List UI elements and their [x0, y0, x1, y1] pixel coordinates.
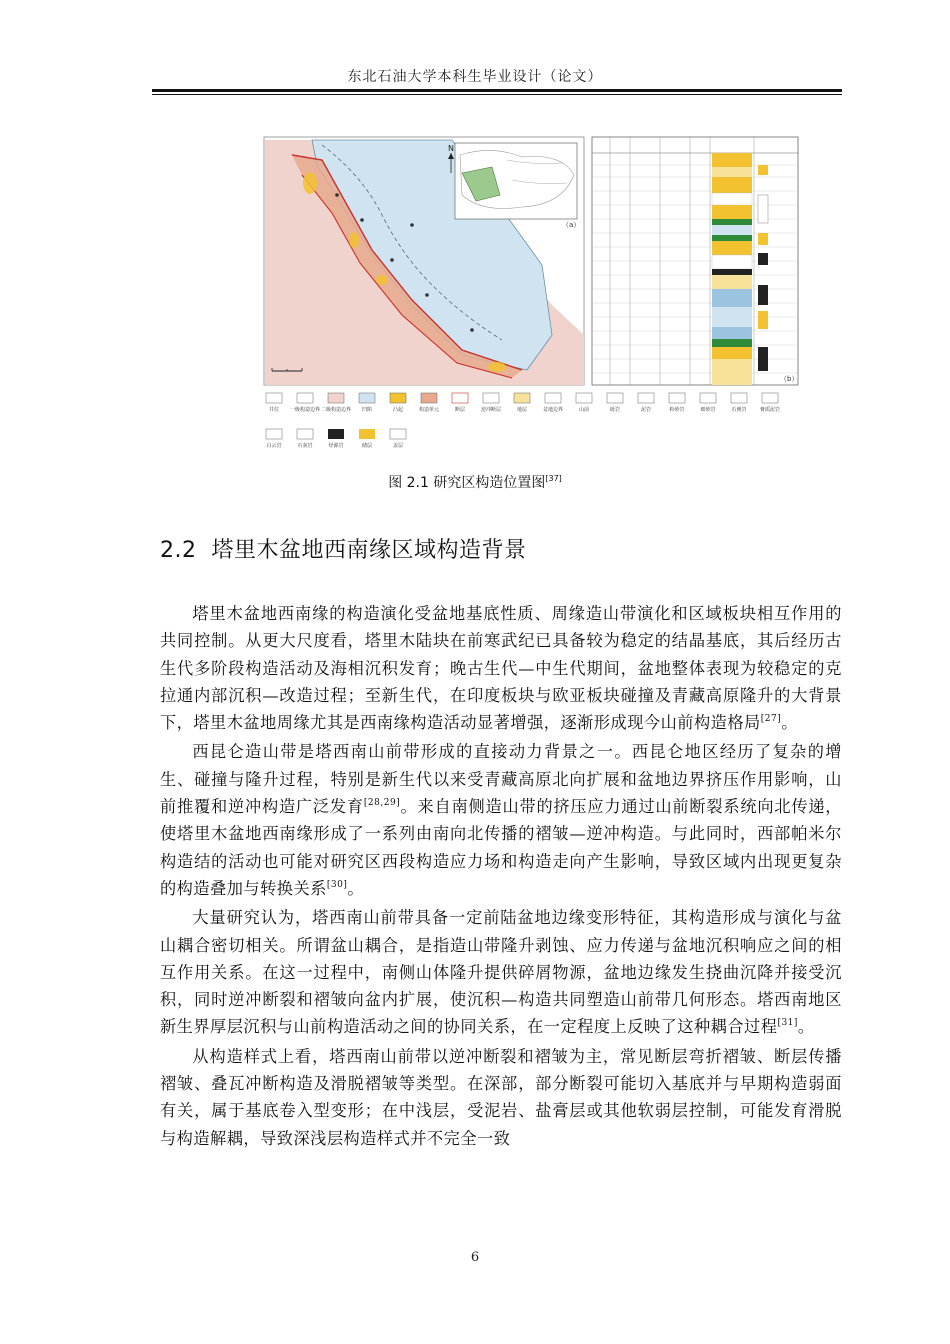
figure-caption-text: 图 2.1 研究区构造位置图 [388, 475, 546, 491]
legend-label: 膏质泥岩 [759, 407, 781, 413]
citation: [27] [760, 714, 782, 725]
header-rule-thin [152, 94, 842, 95]
legend-label: 构造单元 [418, 407, 440, 413]
paragraph-2-tail2: 。 [347, 878, 365, 898]
paragraph-1 [160, 600, 842, 736]
panel-a-label: （a） [562, 221, 581, 229]
legend-label: 凸起 [392, 407, 404, 413]
paragraph-2-tail: 。来自南侧造山带的挤压应力通过山前断裂系统向北传递，使塔里木盆地西南缘形成了一系列由南向北传播的褶皱—逆冲构造。与此同时，西部帕米尔构造结的活动也可能对研究区西段构造应力场和构造走向产生影响，导致区域内出现更复杂的构造叠加与转换关系 [160, 797, 842, 898]
legend-label: 储层 [361, 443, 373, 449]
section-heading [160, 533, 527, 564]
legend-label: 砾岩 [609, 407, 621, 413]
figure-2-1 [262, 135, 800, 457]
header-rule-thick [152, 89, 842, 92]
paragraph-4 [160, 1043, 842, 1152]
legend-label: 断层 [454, 407, 466, 413]
legend-label: 一级构造边界 [289, 407, 321, 413]
legend-label: 地层 [516, 407, 528, 413]
page-number: 6 [470, 1250, 480, 1265]
legend-label: 白云岩 [266, 443, 282, 449]
paragraph-1-text: 塔里木盆地西南缘的构造演化受盆地基底性质、周缘造山带演化和区域板块相互作用的共同控制。从更大尺度看，塔里木陆块在前寒武纪已具备较为稳定的结晶基底，其后经历古生代多阶段构造活动及海相沉积发育；晚古生代—中生代期间，盆地整体表现为较稳定的克拉通内部沉积—改造过程；至新生代，在印度板块与欧亚板块碰撞及青藏高原隆升的大背景下，塔里木盆地周缘尤其是西南缘构造活动显著增强，逐渐形成现今山前构造格局 [160, 604, 842, 733]
paragraph-3-text: 大量研究认为，塔西南山前带具备一定前陆盆地边缘变形特征，其构造形成与演化与盆山耦合密切相关。所谓盆山耦合，是指造山带隆升剥蚀、应力传递与盆地沉积响应之间的相互作用关系。在这一过程中，南侧山体隆升提供碎屑物源，盆地边缘发生挠曲沉降并接受沉积，同时逆冲断裂和褶皱向盆内扩展，使沉积—构造共同塑造山前带几何形态。塔西南地区新生界厚层沉积与山前构造活动之间的协同关系，在一定程度上反映了这种耦合过程 [160, 908, 842, 1037]
legend-label: 盖层 [392, 443, 404, 449]
legend [266, 393, 780, 449]
citation: [30] [326, 879, 348, 890]
citation: [28,29] [363, 798, 401, 809]
figure-caption [0, 472, 950, 492]
figure-caption-ref: [37] [545, 474, 562, 483]
citation: [31] [777, 1018, 798, 1029]
legend-label: 泥岩 [640, 407, 652, 413]
legend-label: 二级构造边界 [320, 407, 352, 413]
body-text [160, 600, 842, 1154]
figure-illustration [262, 135, 800, 457]
paragraph-4-text: 从构造样式上看，塔西南山前带以逆冲断裂和褶皱为主，常见断层弯折褶皱、断层传播褶皱、叠瓦冲断构造及滑脱褶皱等类型。在深部，部分断裂可能切入基底并与早期构造弱面有关，属于基底卷入型变形；在中浅层，受泥岩、盐膏层或其他软弱层控制，可能发育滑脱与构造解耦，导致深浅层构造样式并不完全一致 [160, 1046, 842, 1148]
legend-label: 细砂岩 [700, 407, 716, 413]
page-header: 东北石油大学本科生毕业设计（论文） [347, 69, 603, 85]
legend-label: 逆冲断层 [480, 407, 502, 413]
paragraph-2-text: 西昆仑造山带是塔西南山前带形成的直接动力背景之一。西昆仑地区经历了复杂的增生、碰撞与隆升过程，特别是新生代以来受青藏高原北向扩展和盆地边界挤压作用影响，山前推覆和逆冲构造广泛发育 [160, 742, 842, 817]
legend-label: 山前 [578, 407, 590, 413]
map-panel-a [264, 137, 584, 385]
svg-text:N: N [448, 144, 454, 153]
strat-column-panel-b [592, 137, 798, 385]
legend-label: 井位 [268, 407, 280, 413]
legend-label: 粉砂岩 [669, 407, 685, 413]
panel-b-label: （b） [780, 375, 799, 383]
section-number: 2.2 [160, 538, 197, 563]
legend-label: 凹陷 [361, 407, 373, 413]
legend-label: 石灰岩 [297, 443, 313, 449]
legend-label: 盆地边界 [542, 407, 564, 413]
legend-label: 烃源岩 [328, 443, 344, 449]
paragraph-3 [160, 904, 842, 1040]
paragraph-3-tail: 。 [797, 1017, 815, 1037]
paragraph-1-tail: 。 [781, 713, 798, 733]
paragraph-2 [160, 738, 842, 902]
legend-label: 石膏岩 [731, 407, 747, 413]
section-title: 塔里木盆地西南缘区域构造背景 [211, 538, 527, 563]
